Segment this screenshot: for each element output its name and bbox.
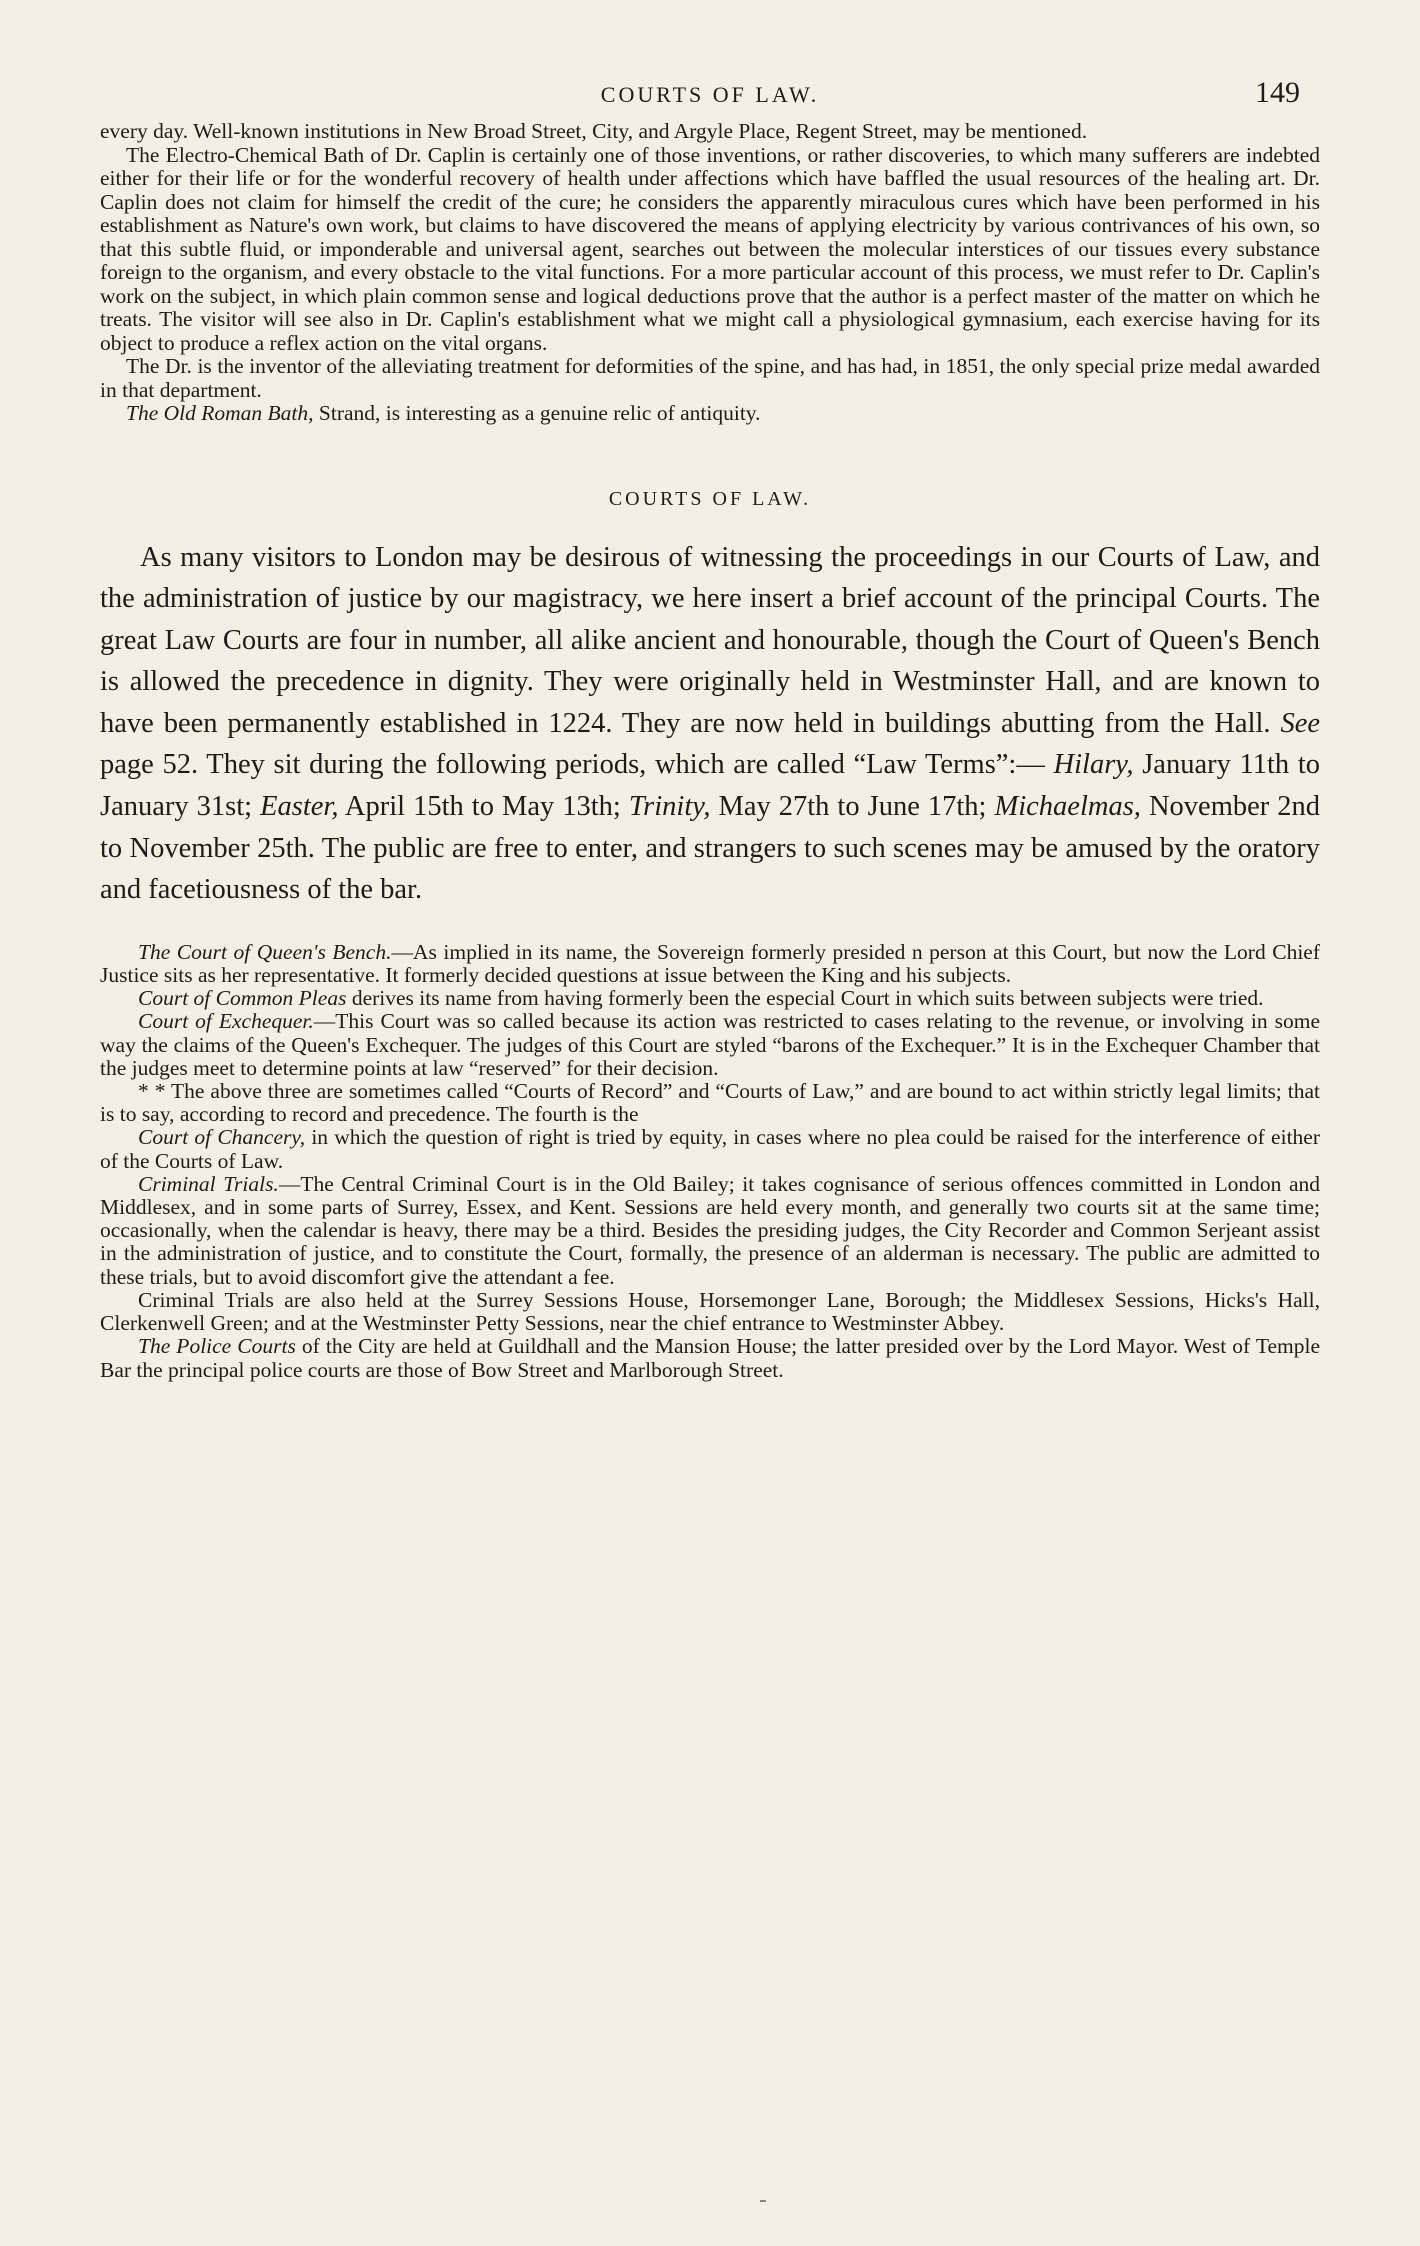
court-text: in which the question of right is tried by equity, in cases where no plea could be raised for the interference of either of the Courts of Law. xyxy=(100,1125,1320,1173)
term-easter-dates: April 15th to May 13th; xyxy=(338,791,629,823)
lead-part-2: page 52. They sit during the following periods, which are called “Law Terms”:— xyxy=(100,749,1054,781)
book-page xyxy=(100,70,1320,1382)
court-text: —The Central Criminal Court is in the Old Bailey; it takes cognisance of serious offences committed in London and Middlesex, and in some parts of Surrey, Essex, and Kent. Sessions are held every month, and generally two courts sit at the same time; occasionally, when the calendar is heavy, there may be a third. Besides the presiding judges, the City Recorder and Common Serjeant assist in the administration of justice, and to constitute the Court, formally, the presence of an alderman is necessary. The public are admitted to these trials, but to avoid discomfort give the attendant a fee. xyxy=(100,1171,1320,1289)
running-title: COURTS OF LAW. xyxy=(600,82,820,107)
old-roman-bath-text: Strand, is interesting as a genuine relic of antiquity. xyxy=(313,401,761,425)
court-text: —This Court was so called because its action was restricted to cases relating to the revenue, or involving in some way the claims of the Queen's Exchequer. The judges of this Court are styled “barons of the Exchequer.” It is in the Exchequer Chamber that the judges meet to determine points at law “reserved” for their decision. xyxy=(100,1009,1320,1080)
court-entry xyxy=(100,1289,1320,1335)
court-entry xyxy=(100,1335,1320,1381)
court-title: Court of Exchequer. xyxy=(138,1009,314,1034)
court-entry xyxy=(100,1010,1320,1080)
intro-paragraph-2: The Electro-Chemical Bath of Dr. Caplin is certainly one of those inventions, or rather discoveries, to which many sufferers are indebted either for their life or for the wonderful recovery of health under affections which have baffled the usual resources of the healing art. Dr. Caplin does not claim for himself the credit of the cure; he considers the apparently miraculous cures which have been performed in his establishment as Nature's own work, but claims to have discovered the means of applying electricity by various contrivances of his own, so that this subtle fluid, or imponderable and universal agent, searches out between the molecular interstices of our tissues every substance foreign to the organism, and every obstacle to the vital functions. For a more particular account of this process, we must refer to Dr. Caplin's work on the subject, in which plain common sense and logical deductions prove that the author is a perfect master of the matter on which he treats. The visitor will see also in Dr. Caplin's establishment what we might call a physiological gymnasium, each exercise having for its object to produce a reflex action on the vital organs. xyxy=(100,142,1320,355)
term-trinity-dates: May 27th to June 17th; xyxy=(710,791,995,823)
term-hilary-dates: January 11th to January 31st; xyxy=(100,749,1320,823)
intro-paragraph-3: The Dr. is the inventor of the alleviating treatment for deformities of the spine, and has had, in 1851, the only special prize medal awarded in that department. xyxy=(100,354,1320,402)
court-title: Court of Common Pleas xyxy=(138,986,347,1011)
intro-text xyxy=(100,120,1320,426)
court-entry xyxy=(100,941,1320,987)
intro-paragraph-1: every day. Well-known institutions in New Broad Street, City, and Argyle Place, Regent Street, may be mentioned. xyxy=(100,119,1088,143)
lead-paragraph xyxy=(100,537,1320,911)
term-easter: Easter, xyxy=(260,791,339,823)
old-roman-bath-title: The Old Roman Bath, xyxy=(126,401,314,425)
court-title: Court of Chancery, xyxy=(138,1125,306,1150)
term-michaelmas: Michaelmas, xyxy=(994,791,1141,823)
lead-part-1: As many visitors to London may be desirous of witnessing the proceedings in our Courts of Law, and the administration of justice by our magistracy, we here insert a brief account of the principal Courts. The great Law Courts are four in number, all alike ancient and honourable, though the Court of Queen's Bench is allowed the precedence in dignity. They were originally held in Westminster Hall, and are known to have been permanently established in 1224. They are now held in buildings abutting from the Hall. xyxy=(100,541,1320,739)
court-text: Criminal Trials are also held at the Surrey Sessions House, Horsemonger Lane, Borough; the Middlesex Sessions, Hicks's Hall, Clerkenwell Green; and at the Westminster Petty Sessions, near the chief entrance to Westminster Abbey. xyxy=(100,1287,1320,1336)
court-text: derives its name from having formerly been the especial Court in which suits between subjects were tried. xyxy=(346,986,1264,1011)
lead-text xyxy=(100,537,1320,911)
running-head xyxy=(100,70,1320,120)
court-title: Criminal Trials. xyxy=(138,1171,279,1196)
court-entry xyxy=(100,1173,1320,1289)
section-heading: COURTS OF LAW. xyxy=(608,487,812,510)
court-entry xyxy=(100,1080,1320,1126)
intro-paragraph-4 xyxy=(100,402,1320,426)
courts-list xyxy=(100,941,1320,1382)
court-text: —As implied in its name, the Sovereign formerly presided n person at this Court, but now the Lord Chief Justice sits as her representative. It formerly decided questions at issue between the King and his subjects. xyxy=(100,939,1321,988)
court-text: * * The above three are sometimes called “Courts of Record” and “Courts of Law,” and are bound to act within strictly legal limits; that is to say, according to record and precedence. The fourth is the xyxy=(100,1079,1320,1127)
court-entry xyxy=(100,1126,1320,1172)
court-entry xyxy=(100,987,1320,1010)
term-hilary: Hilary, xyxy=(1053,749,1134,781)
court-title: The Police Courts xyxy=(138,1334,296,1359)
court-text: of the City are held at Guildhall and the Mansion House; the latter presided over by the Lord Mayor. West of Temple Bar the principal police courts are those of Bow Street and Marlborough Street. xyxy=(100,1334,1320,1382)
page-number: 149 xyxy=(1255,76,1300,109)
term-michaelmas-dates: November 2nd to November 25th. The public are free to enter, and strangers to such scenes may be amused by the oratory and facetiousness of the bar. xyxy=(100,791,1321,906)
term-trinity: Trinity, xyxy=(628,791,711,823)
print-mark xyxy=(760,2200,766,2202)
see-reference: See xyxy=(1280,707,1320,739)
court-title: The Court of Queen's Bench. xyxy=(138,939,392,964)
